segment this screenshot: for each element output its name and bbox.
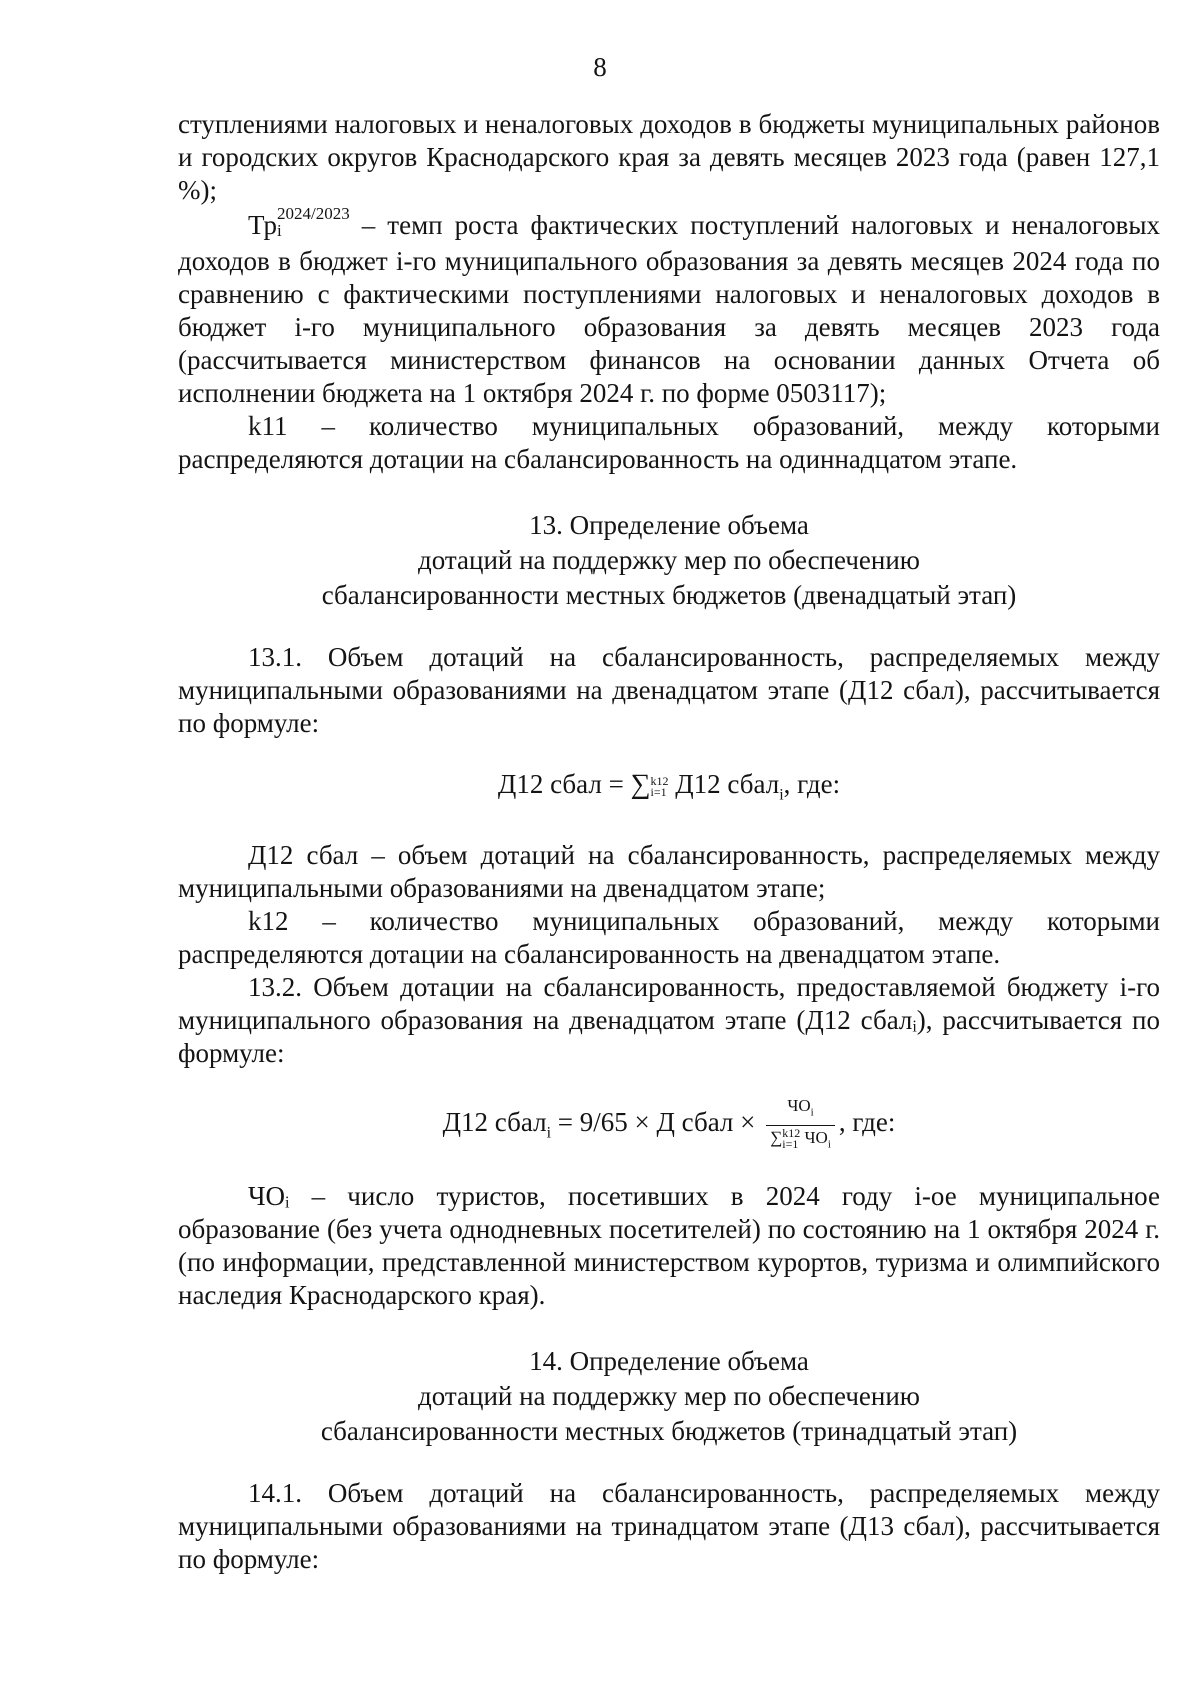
formula2-sum-limits <box>782 1125 801 1151</box>
fraction-denominator <box>766 1126 835 1154</box>
paragraph-d12-definition: Д12 сбал – объем дотаций на сбалансированность, распределяемых между муниципальными образованиями на двенадцатом этапе; <box>178 840 1160 904</box>
formula2-sum-top: k12 <box>782 1125 801 1140</box>
sum-icon: ∑ <box>630 768 651 800</box>
formula2-num-sub: i <box>810 1106 814 1119</box>
paragraph-14-1: 14.1. Объем дотаций на сбалансированность, распределяемых между муниципальными образованиями на тринадцатом этапе (Д13 сбал), рассчитывается по формуле: <box>178 1477 1160 1574</box>
formula2-sum-bottom: i=1 <box>782 1136 799 1151</box>
tr-symbol <box>178 203 350 245</box>
page-number: 8 <box>593 52 607 82</box>
formula1-sum-limits <box>650 773 669 799</box>
formula2-lhs: Д12 сбал <box>442 1107 547 1138</box>
formula1-sum-bottom: i=1 <box>650 784 667 799</box>
section-14-subtitle-2: сбалансированности местных бюджетов (тринадцатый этап) <box>320 1415 1018 1446</box>
tr-symbol-sub: i <box>276 220 282 240</box>
tr-symbol-base: Тр <box>248 210 277 240</box>
section-14-title: 14. Определение объема <box>529 1345 809 1376</box>
tr-symbol-sup: 2024/2023 <box>276 203 350 223</box>
formula-d12-total <box>178 768 1160 811</box>
paragraph-continuation: ступлениями налоговых и неналоговых доходов в бюджеты муниципальных районов и городских округов Краснодарского края за девять месяцев 2023 года (равен 127,1 %); <box>178 109 1160 205</box>
paragraph-tr-definition <box>178 203 1160 410</box>
paragraph-k12-definition: k12 – количество муниципальных образований, между которыми распределяются дотации на сбалансированность на двенадцатом этапе. <box>178 906 1160 970</box>
paragraph-k11: k11 – количество муниципальных образований, между которыми распределяются дотации на сбалансированность на одиннадцатом этапе. <box>178 410 1160 474</box>
formula2-lhs-sub: i <box>546 1124 552 1142</box>
formula2-den-term: ЧО <box>800 1127 828 1147</box>
paragraph-13-2: 13.2. Объем дотации на сбалансированность, предоставляемой бюджету i-го муниципального образования на двенадцатом этапе (Д12 сбалᵢ), рассчитывается по формуле: <box>178 972 1160 1069</box>
section-13-heading <box>178 508 1160 613</box>
section-13-title: 13. Определение объема <box>529 509 809 540</box>
formula-d12-i <box>178 1096 1160 1154</box>
paragraph-cho-definition: ЧОᵢ – число туристов, посетивших в 2024 году i-ое муниципальное образование (без учета однодневных посетителей) по состоянию на 1 октября 2024 г. (по информации, представленной министерством курортов, туризма и олимпийского наследия Краснодарского края). <box>178 1180 1160 1310</box>
formula2-tail: , где: <box>838 1107 896 1138</box>
formula1-term: Д12 сбал <box>668 768 780 799</box>
section-14-heading <box>178 1344 1160 1449</box>
section-13-subtitle-2: сбалансированности местных бюджетов (двенадцатый этап) <box>321 579 1017 610</box>
formula1-lhs: Д12 сбал = <box>497 768 631 799</box>
formula2-fraction <box>766 1096 835 1154</box>
section-14-subtitle-1: дотаций на поддержку мер по обеспечению <box>418 1380 920 1411</box>
formula1-sum-top: k12 <box>650 773 669 788</box>
document-body <box>178 108 1160 1576</box>
formula2-num: ЧО <box>787 1096 811 1116</box>
formula2-den-sub: i <box>827 1137 831 1150</box>
formula1-tail: , где: <box>783 768 841 799</box>
tr-definition-text: – темп роста фактических поступлений налоговых и неналоговых доходов в бюджет i-го муниципального образования за девять месяцев 2024 года по сравнению с фактическими поступлениями налоговых и неналоговых доходов в бюджет i-го муниципального образования за девять месяцев 2023 года (рассчитывается министерством финансов на основании данных Отчета об исполнении бюджета на 1 октября 2024 г. по форме 0503117); <box>178 210 1160 408</box>
section-13-subtitle-1: дотаций на поддержку мер по обеспечению <box>418 544 920 575</box>
formula2-mid: = 9/65 × Д сбал × <box>551 1107 763 1138</box>
tr-symbol-indices <box>277 205 350 239</box>
formula1-term-sub: i <box>779 786 784 804</box>
paragraph-13-1: 13.1. Объем дотаций на сбалансированность, распределяемых между муниципальными образованиями на двенадцатом этапе (Д12 сбал), рассчитывается по формуле: <box>178 641 1160 738</box>
fraction-numerator <box>766 1096 835 1125</box>
sum-icon: ∑ <box>770 1127 783 1147</box>
